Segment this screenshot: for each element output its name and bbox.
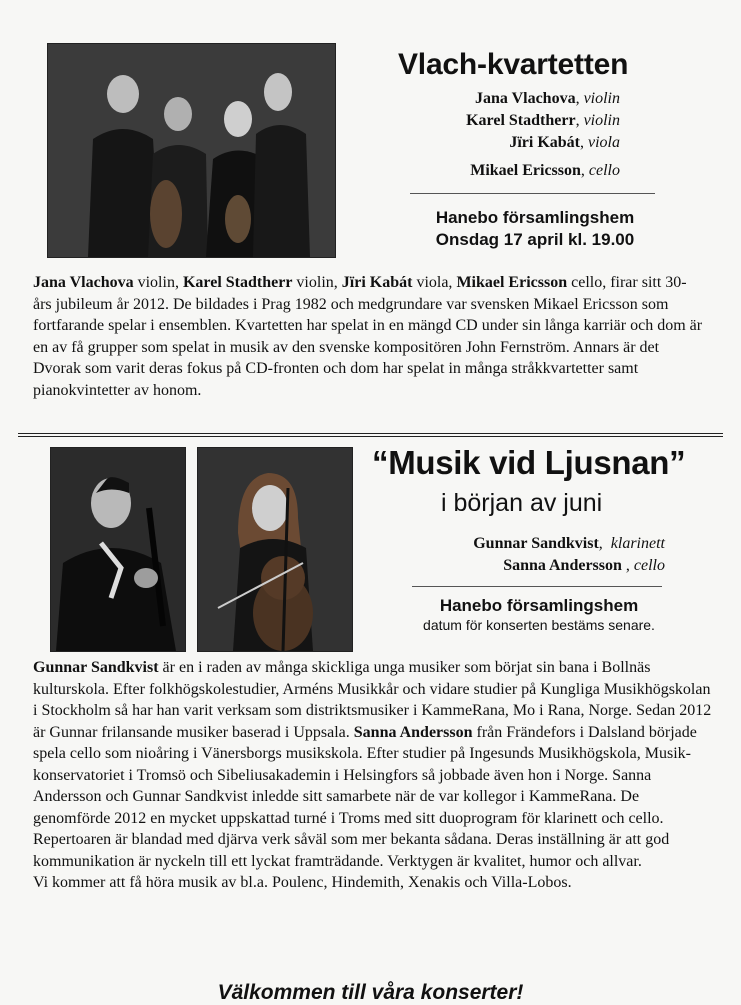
desc-text: från Frändefors i Dalsland började spela cello som nioåring i Vänersborgs musikskola. Efter studier på Ingesunds Musikhögskola, Musik-konservatoriet i Tromsö och Sibeliusakademin i Helsingfors så jobbade även hon i Norge. Sanna Andersson och Gunnar Sandkvist inledde sitt samarbete när de var kollegor i KammeRana. De genomförde 2012 en mycket uppskattad turné i Troms med sitt duoprogram för klarinett och cello. Repertoaren är blandad med djärva verk såväl som mer bekanta sådana. Deras inställning är att god kommunikation är nyckeln till ett lyckat framträdande. Verktygen är kvalitet, humor och allvar.: [33, 723, 697, 870]
member-line: [473, 533, 665, 555]
vlach-description: [33, 272, 705, 401]
desc-name: Gunnar Sandkvist: [33, 659, 159, 676]
member-sep: ,: [621, 557, 634, 574]
desc-name: Mikael Ericsson: [456, 274, 568, 291]
ljusnan-description: [33, 657, 713, 894]
desc-name: Jana Vlachova: [33, 274, 134, 291]
vlach-divider: [410, 193, 655, 194]
desc-name: Karel Stadtherr: [182, 274, 293, 291]
vlach-members: [466, 88, 620, 182]
member-name: Karel Stadtherr: [466, 112, 576, 129]
ljusnan-title: “Musik vid Ljusnan”: [372, 444, 686, 481]
clarinetist-photo: [50, 447, 186, 652]
member-sep: ,: [575, 112, 584, 129]
ljusnan-date-note: datum för konserten bestäms senare.: [423, 617, 655, 633]
desc-name: Jïri Kabát: [341, 274, 413, 291]
desc-text: violin,: [292, 274, 342, 291]
member-line: [466, 110, 620, 132]
member-line: [473, 555, 665, 577]
member-line: [466, 132, 620, 154]
member-instrument: viola: [588, 134, 620, 151]
ljusnan-divider: [412, 586, 662, 587]
desc-text: Vi kommer att få höra musik av bl.a. Poulenc, Hindemith, Xenakis och Villa-Lobos.: [33, 874, 572, 891]
desc-text: viola,: [412, 274, 457, 291]
desc-text: cello, firar sitt 30-års jubileum år 2012. De bildades i Prag 1982 och medgrundare var svensken Mikael Ericsson som fortfarande spelar i ensemblen. Kvartetten har spelat in en mängd CD under sin långa karriär och dom är en av få grupper som spelat in musik av den svenske kompositören John Fernström. Annars är det Dvorak som varit deras fokus på CD-fronten och dom har spelat in många stråkkvartetter samt pianokvintetter av honom.: [33, 274, 703, 399]
member-name: Sanna Andersson: [503, 557, 622, 574]
member-instrument: klarinett: [610, 535, 665, 552]
member-name: Mikael Ericsson: [470, 162, 581, 179]
ljusnan-venue: Hanebo församlingshem: [439, 596, 639, 615]
member-sep: ,: [598, 535, 611, 552]
member-name: Jana Vlachova: [474, 90, 576, 107]
member-name: Jïri Kabát: [509, 134, 580, 151]
vlach-datetime: Onsdag 17 april kl. 19.00: [435, 230, 635, 249]
member-line: [466, 88, 620, 110]
member-name: Gunnar Sandkvist: [473, 535, 599, 552]
footer-welcome: Välkommen till våra konserter!: [217, 981, 524, 1004]
ljusnan-members: [473, 533, 665, 577]
vlach-venue: Hanebo församlingshem: [435, 208, 635, 227]
member-sep: ,: [575, 90, 584, 107]
member-line: [466, 160, 620, 182]
member-sep: ,: [580, 162, 589, 179]
member-instrument: cello: [633, 557, 665, 574]
member-instrument: violin: [583, 112, 620, 129]
member-instrument: violin: [583, 90, 620, 107]
vlach-title: Vlach-kvartetten: [398, 48, 629, 81]
member-sep: ,: [580, 134, 588, 151]
cellist-photo: [197, 447, 353, 652]
ljusnan-venue-block: [380, 595, 698, 634]
desc-text: violin,: [133, 274, 183, 291]
desc-text: är en i raden av många skickliga unga musiker som börjat sin bana i Bollnäs kulturskola. Efter folkhögskolestudier, Arméns Musikkår och vidare studier på Kungliga Musikhögskolan i Stockholm så har han varit verksam som distriktsmusiker i KammeRana, Mo i Rana, Norge. Sedan 2012 är Gunnar frilansande musiker baserad i Uppsala.: [33, 659, 712, 741]
vlach-venue-block: [400, 207, 670, 251]
section-divider: [18, 433, 723, 437]
member-instrument: cello: [588, 162, 620, 179]
quartet-photo: [47, 43, 336, 258]
desc-name: Sanna Andersson: [353, 723, 473, 741]
ljusnan-subtitle: i början av juni: [441, 489, 603, 517]
